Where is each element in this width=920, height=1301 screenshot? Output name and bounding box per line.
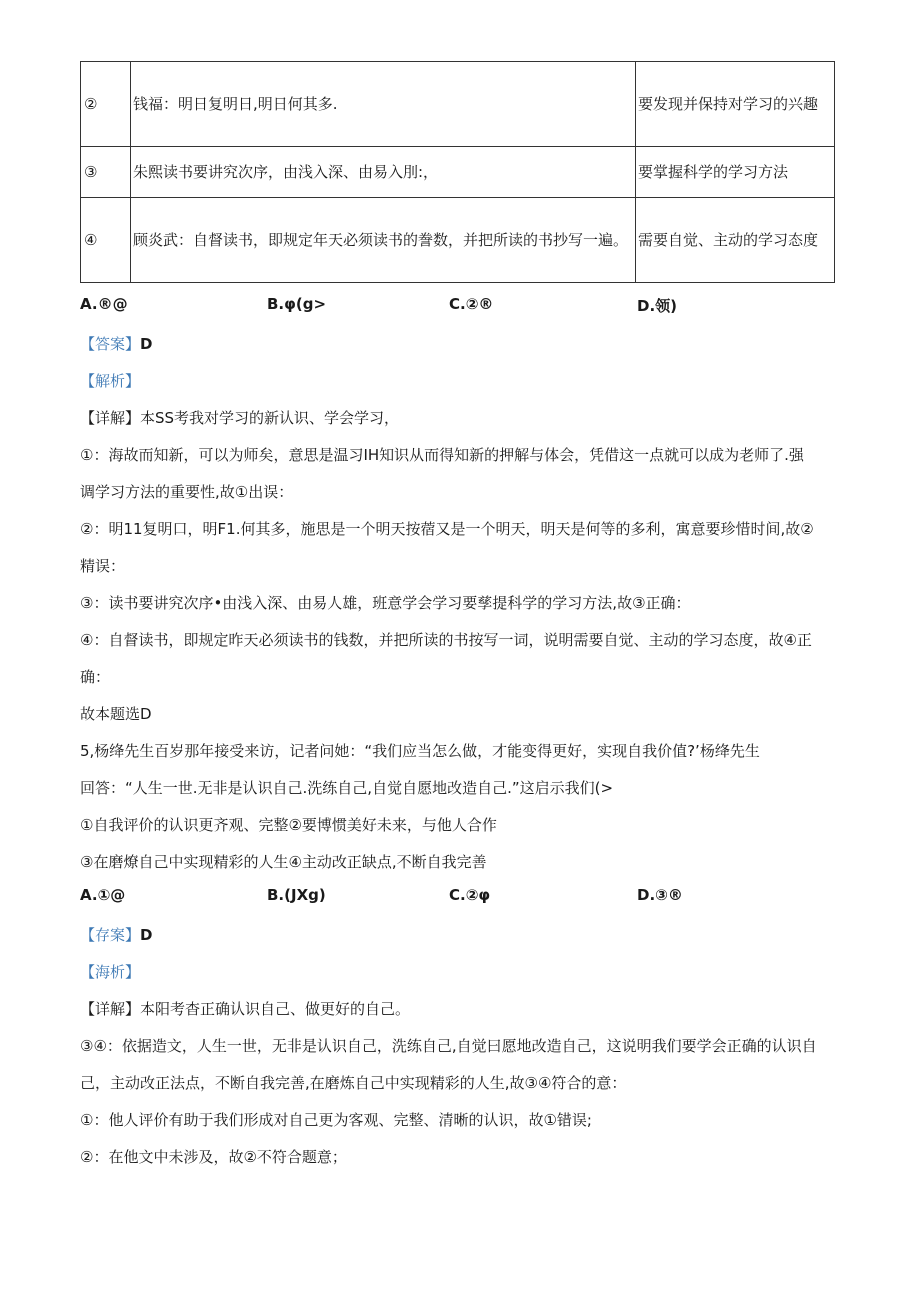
q5-analysis-line: 己，主动改正法点，不断自我完善,在磨炼自己中实现精彩的人生,故③④符合的意： (80, 1074, 627, 1092)
q4-answer (80, 332, 152, 356)
q4-analysis-line: 确： (80, 668, 111, 686)
row-content: 钱福：明日复明日,明日何其多. (131, 62, 636, 147)
q5-options (80, 886, 840, 910)
q4-option-c: C.②® (449, 295, 494, 313)
q5-option-a: A.①@ (80, 886, 126, 904)
q4-options (80, 295, 840, 319)
q4-analysis-line: 【详解】本SS考我对学习的新认识、学会学习， (80, 409, 400, 427)
answer-value: D (140, 335, 153, 353)
q5-stem-line: 回答：“人生一世.无非是认识自己.洗练自己,自觉自愿地改造自己.”这启示我们(> (80, 779, 614, 797)
q4-option-d: D.领) (637, 297, 678, 315)
q5-option-d: D.③® (637, 886, 683, 904)
row-meaning: 需要自觉、主动的学习态度 (636, 198, 835, 283)
row-meaning: 要掌握科学的学习方法 (636, 147, 835, 198)
row-content: 顾炎武：自督读书，即规定年天必须读书的誊数，并把所读的书抄写一遍。 (131, 198, 636, 283)
table-row (81, 198, 835, 283)
answer-tag: 【答案】 (80, 335, 141, 353)
q4-option-a: A.®@ (80, 295, 128, 313)
answer-value: D (140, 926, 153, 944)
q4-analysis-line: ④：自督读书，即规定昨天必须读书的钱数，并把所读的书按写一词，说明需要自觉、主动的学习态度，故④正 (80, 631, 812, 649)
q4-analysis-line: ③：读书要讲究次序•由浅入深、由易人雄，班意学会学习要孳提科学的学习方法,故③正确： (80, 594, 691, 612)
row-content: 朱熙读书要讲究次序，由浅入深、由易入刖:， (131, 147, 636, 198)
q5-stem-line: ③在磨燎自己中实现精彩的人生④主动改正缺点,不断自我完善 (80, 853, 487, 871)
q5-answer (80, 923, 152, 947)
row-meaning: 要发现并保持对学习的兴趣 (636, 62, 835, 147)
row-number: ④ (81, 198, 131, 283)
table-row (81, 147, 835, 198)
answer-tag: 【存案】 (80, 926, 141, 944)
q4-analysis-line: ①：海故而知新，可以为师矣，意思是温习IH知识从而得知新的押解与体会，凭借这一点就可以成为老师了.强 (80, 446, 804, 464)
q4-analysis-tag: 【解析】 (80, 372, 141, 390)
q4-analysis-line: 调学习方法的重要性,故①出误： (80, 483, 294, 501)
q5-option-c: C.②φ (449, 886, 491, 904)
q5-stem-line: ①自我评价的认识更齐观、完整②要博惯美好未来，与他人合作 (80, 816, 497, 834)
question-table (80, 61, 835, 283)
q5-analysis-tag: 【海析】 (80, 963, 141, 981)
q4-analysis-line: 精误： (80, 557, 126, 575)
row-number: ② (81, 62, 131, 147)
q5-option-b: B.(JXg) (267, 886, 326, 904)
q5-analysis-line: ③④：依据造文，人生一世，无非是认识自己，洗练自己,自觉曰愿地改造自己，这说明我们要学会正确的认识自 (80, 1037, 817, 1055)
q5-analysis-line: ①：他人评价有助于我们形成对自己更为客观、完整、清晰的认识，故①错误; (80, 1111, 592, 1129)
q4-analysis-line: ②：明11复明口，明F1.何其多，施思是一个明天按蓿又是一个明天，明天是何等的多利，寓意要珍惜时间,故② (80, 520, 814, 538)
q5-analysis-line: ②：在他文中未涉及，故②不符合题意； (80, 1148, 347, 1166)
table-row (81, 62, 835, 147)
q5-stem-line: 5,杨绛先生百岁那年接受来访，记者问她：“我们应当怎么做，才能变得更好，实现自我价值?’杨绛先生 (80, 742, 760, 760)
row-number: ③ (81, 147, 131, 198)
q4-option-b: B.φ(g> (267, 295, 327, 313)
q5-analysis-line: 【详解】本阳考杳正确认识自己、做更好的自己。 (80, 1000, 411, 1018)
q4-analysis-line: 故本题选D (80, 705, 152, 723)
